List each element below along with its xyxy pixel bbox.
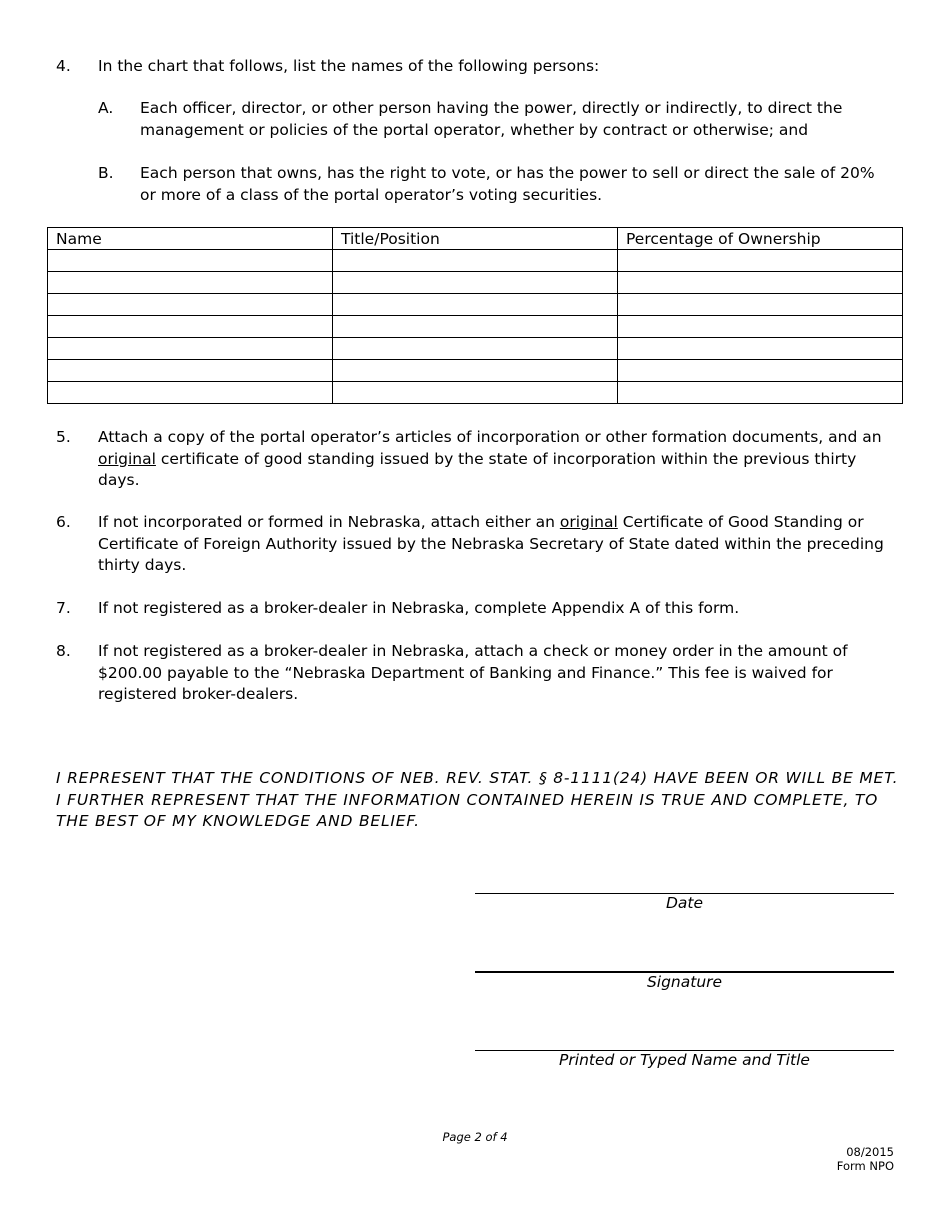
percentage-cell[interactable] — [618, 250, 903, 272]
item-text: Each person that owns, has the right to vote, or has the power to sell or direct the sale of 20% or more of a class of the portal operator’s voting securities. — [140, 164, 875, 204]
title-cell[interactable] — [333, 338, 618, 360]
item-text: If not registered as a broker-dealer in Nebraska, complete Appendix A of this form. — [98, 599, 740, 617]
item-letter: B. — [98, 164, 114, 182]
original-emphasis: original — [98, 449, 156, 468]
title-cell[interactable] — [333, 272, 618, 294]
date-label: Date — [665, 894, 704, 912]
item-text: In the chart that follows, list the names of the following persons: — [98, 57, 600, 75]
column-header-name: Name — [48, 228, 333, 250]
name-cell[interactable] — [48, 338, 333, 360]
name-cell[interactable] — [48, 250, 333, 272]
item-number: 5. — [56, 428, 71, 446]
table-row — [48, 316, 903, 338]
column-header-title: Title/Position — [333, 228, 618, 250]
form-name: Form NPO — [836, 1159, 894, 1173]
item-text: Attach a copy of the portal operator’s articles of incorporation or other formation documents, and an original certificate of good standing issued by the state of incorporation within the previous thirty days. — [98, 428, 882, 489]
percentage-cell[interactable] — [618, 272, 903, 294]
table-row — [48, 382, 903, 404]
percentage-cell[interactable] — [618, 338, 903, 360]
name-cell[interactable] — [48, 360, 333, 382]
title-cell[interactable] — [333, 360, 618, 382]
column-header-percentage: Percentage of Ownership — [618, 228, 903, 250]
original-emphasis: original — [559, 513, 618, 531]
table-row — [48, 250, 903, 272]
printed-name-label: Printed or Typed Name and Title — [559, 1051, 810, 1069]
item-number: 4. — [56, 57, 71, 75]
table-header-row — [48, 228, 903, 250]
name-cell[interactable] — [48, 316, 333, 338]
title-cell[interactable] — [333, 382, 618, 404]
form-date: 08/2015 — [846, 1145, 894, 1159]
percentage-cell[interactable] — [618, 294, 903, 316]
item-number: 7. — [56, 599, 71, 617]
table-row — [48, 360, 903, 382]
ownership-table — [47, 227, 903, 404]
name-cell[interactable] — [48, 272, 333, 294]
title-cell[interactable] — [333, 250, 618, 272]
percentage-cell[interactable] — [618, 382, 903, 404]
page-number: Page 2 of 4 — [442, 1130, 508, 1144]
table-row — [48, 272, 903, 294]
item-text: Each officer, director, or other person having the power, directly or indirectly, to direct the management or policies of the portal operator, whether by contract or otherwise; and — [140, 99, 843, 139]
item-text: If not incorporated or formed in Nebraska, attach either an original Certificate of Good Standing or Certificate of Foreign Authority issued by the Nebraska Secretary of State dated within the preceding thirty days. — [98, 513, 884, 574]
item-text: If not registered as a broker-dealer in Nebraska, attach a check or money order in the amount of $200.00 payable to the “Nebraska Department of Banking and Finance.” This fee is waived for registered broker-dealers. — [98, 642, 848, 703]
percentage-cell[interactable] — [618, 360, 903, 382]
item-number: 8. — [56, 642, 71, 660]
name-cell[interactable] — [48, 294, 333, 316]
percentage-cell[interactable] — [618, 316, 903, 338]
form-identifier — [837, 1145, 894, 1173]
signature-label: Signature — [646, 973, 723, 991]
item-letter: A. — [98, 99, 114, 117]
title-cell[interactable] — [333, 294, 618, 316]
certification-statement: I REPRESENT THAT THE CONDITIONS OF NEB. REV. STAT. § 8-1111(24) HAVE BEEN OR WILL BE MET. I FURTHER REPRESENT THAT THE INFORMATION CONTAINED HEREIN IS TRUE AND COMPLETE, TO THE BEST OF MY KNOWLEDGE AND BELIEF. — [56, 769, 899, 830]
table-row — [48, 294, 903, 316]
name-cell[interactable] — [48, 382, 333, 404]
title-cell[interactable] — [333, 316, 618, 338]
item-number: 6. — [56, 513, 71, 531]
table-row — [48, 338, 903, 360]
